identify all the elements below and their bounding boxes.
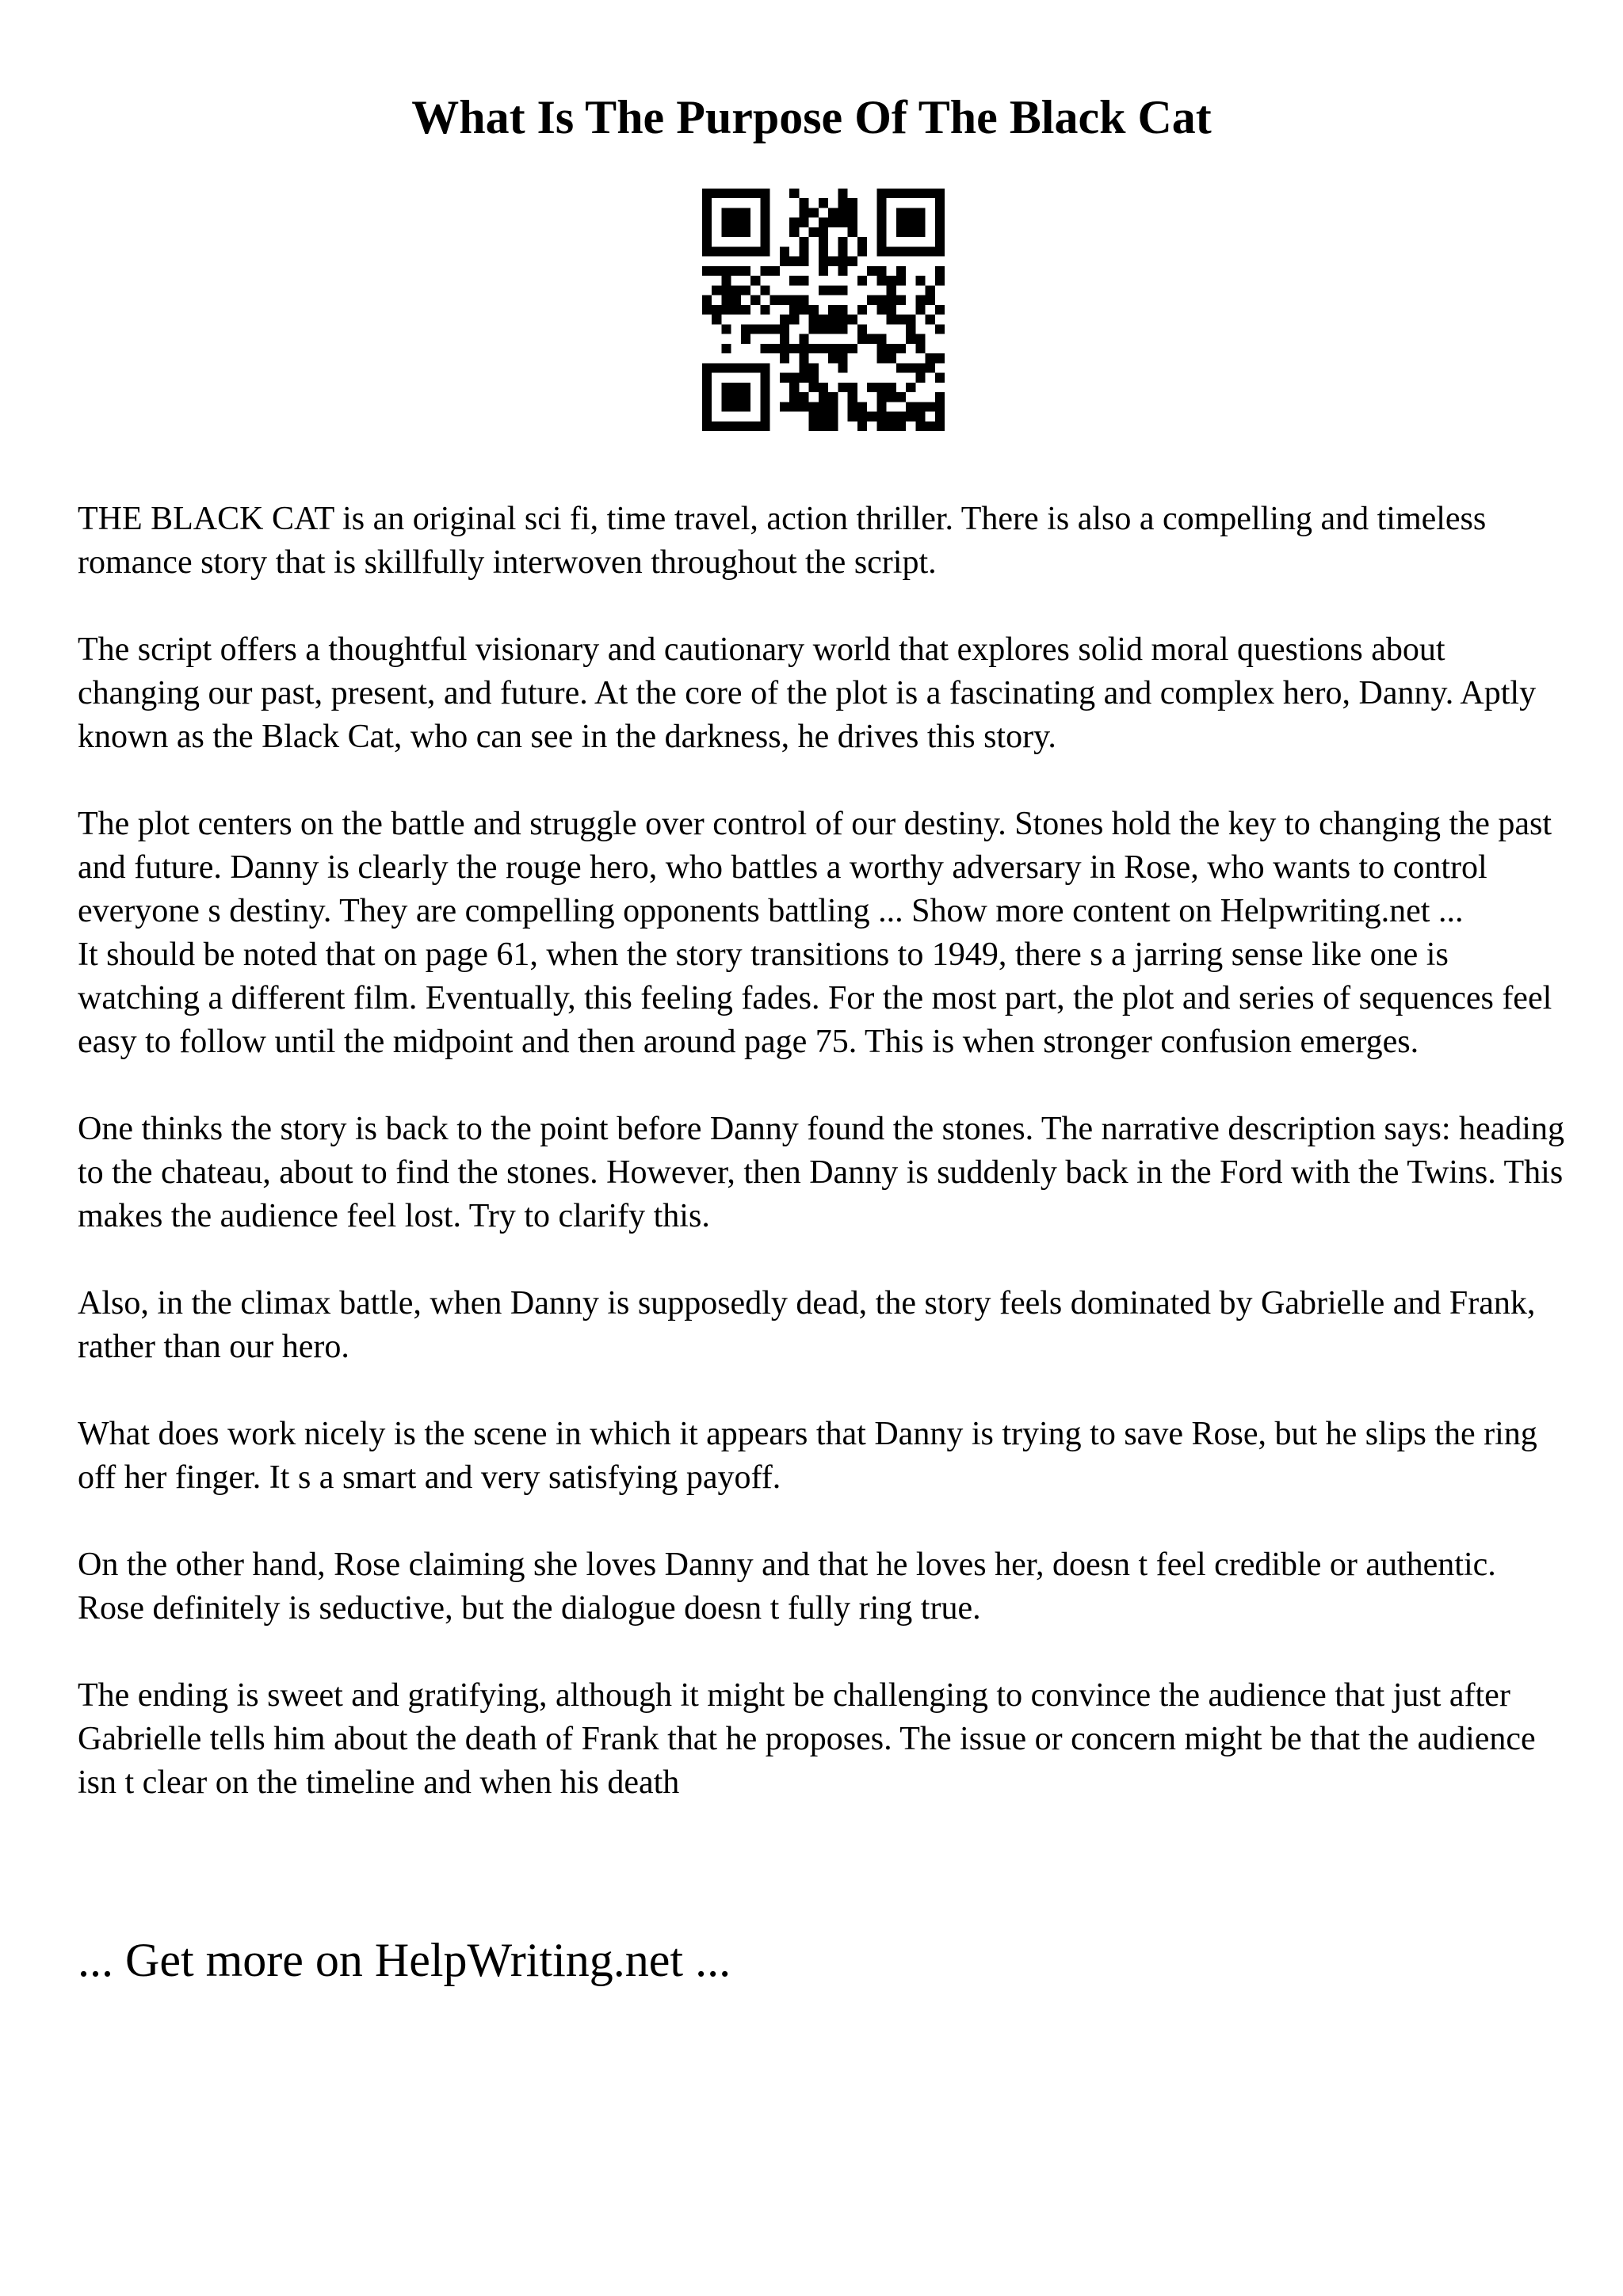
paragraph: The script offers a thoughtful visionary and cautionary world that explores solid moral questions about changing our past, present, and future. At the core of the plot is a fascinating and complex hero, Danny. Aptly known as the Black Cat, who can see in the darkness, he drives this story. xyxy=(78,631,1537,755)
article-body xyxy=(78,498,1568,1805)
paragraph: Also, in the climax battle, when Danny is supposedly dead, the story feels dominated by Gabrielle and Frank, rather than our hero. xyxy=(78,1285,1536,1365)
paragraph: It should be noted that on page 61, when the story transitions to 1949, there s a jarring sense like one is watching a different film. Eventually, this feeling fades. For the most part, the plot and series of sequences feel easy to follow until the midpoint and then around page 75. This is when stronger confusion emerges. xyxy=(78,936,1552,1060)
paragraph: One thinks the story is back to the point before Danny found the stones. The narrative description says: heading to the chateau, about to find the stones. However, then Danny is suddenly back in the Ford with the Twins. This makes the audience feel lost. Try to clarify this. xyxy=(78,1111,1564,1234)
paragraph: THE BLACK CAT is an original sci fi, time travel, action thriller. There is also a compelling and timeless romance story that is skillfully interwoven throughout the script. xyxy=(78,501,1487,581)
paragraph: The ending is sweet and gratifying, although it might be challenging to convince the audience that just after Gabrielle tells him about the death of Frank that he proposes. The issue or concern might be that the audience isn t clear on the timeline and when his death xyxy=(78,1677,1536,1801)
get-more-link[interactable]: ... Get more on HelpWriting.net ... xyxy=(78,1934,731,1986)
paragraph: The plot centers on the battle and struggle over control of our destiny. Stones hold the key to changing the past and future. Danny is clearly the rouge hero, who battles a worthy adversary in Rose, who wants to control everyone s destiny. They are compelling opponents battling ... Show more content on Helpwriting.net ... xyxy=(78,806,1552,929)
paragraph: What does work nicely is the scene in which it appears that Danny is trying to save Rose, but he slips the ring off her finger. It s a smart and very satisfying payoff. xyxy=(78,1416,1537,1496)
qr-code-icon xyxy=(702,189,945,431)
page-title: What Is The Purpose Of The Black Cat xyxy=(411,91,1212,143)
paragraph: On the other hand, Rose claiming she loves Danny and that he loves her, doesn t feel credible or authentic. Rose definitely is seductive, but the dialogue doesn t fully ring true. xyxy=(78,1547,1496,1627)
